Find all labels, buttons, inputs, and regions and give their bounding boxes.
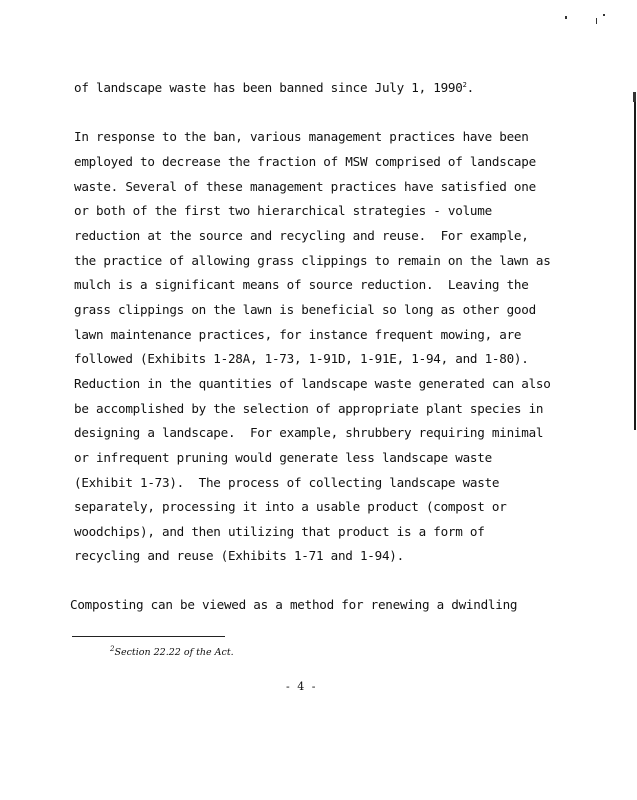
paragraph-line: be accomplished by the selection of appropriate plant species in (74, 401, 544, 416)
continuation-line: of landscape waste has been banned since July 1, 1990$^2$. (74, 80, 474, 95)
paragraph-line: designing a landscape. For example, shrubbery requiring minimal (74, 425, 544, 440)
paragraph-line: In response to the ban, various management practices have been (74, 129, 529, 144)
paragraph-line: or both of the first two hierarchical strategies - volume (74, 203, 492, 218)
footnote-marker: 2 (110, 644, 115, 653)
scan-speck (596, 18, 597, 24)
paragraph-line: the practice of allowing grass clippings to remain on the lawn as (74, 253, 551, 268)
paragraph-line: or infrequent pruning would generate less landscape waste (74, 450, 492, 465)
paragraph-line: lawn maintenance practices, for instance frequent mowing, are (74, 327, 522, 342)
paragraph-line: separately, processing it into a usable product (compost or (74, 499, 507, 514)
scan-edge-mark (634, 95, 636, 430)
paragraph-2-line: Composting can be viewed as a method for renewing a dwindling (70, 597, 518, 612)
paragraph-line: waste. Several of these management practices have satisfied one (74, 179, 536, 194)
footnote-divider (72, 636, 225, 637)
paragraph-line: Reduction in the quantities of landscape waste generated can also (74, 376, 551, 391)
paragraph-line: woodchips), and then utilizing that product is a form of (74, 524, 485, 539)
footnote (110, 644, 234, 658)
paragraph-line: mulch is a significant means of source reduction. Leaving the (74, 277, 529, 292)
footnote-text: Section 22.22 of the Act. (114, 647, 234, 658)
paragraph-line: grass clippings on the lawn is beneficial so long as other good (74, 302, 536, 317)
scan-speck (633, 92, 636, 102)
paragraph-line: recycling and reuse (Exhibits 1-71 and 1-94). (74, 548, 404, 563)
paragraph-line: reduction at the source and recycling and reuse. For example, (74, 228, 529, 243)
scan-speck (565, 16, 567, 19)
page-number: - 4 - (286, 680, 318, 693)
continuation-text: of landscape waste has been banned since July 1, 1990 (74, 80, 463, 95)
paragraph-line: employed to decrease the fraction of MSW comprised of landscape (74, 154, 536, 169)
paragraph-line: followed (Exhibits 1-28A, 1-73, 1-91D, 1-91E, 1-94, and 1-80). (74, 351, 529, 366)
paragraph-line: (Exhibit 1-73). The process of collecting landscape waste (74, 475, 500, 490)
scan-speck (603, 14, 605, 16)
footnote-reference: 2 (462, 80, 467, 89)
